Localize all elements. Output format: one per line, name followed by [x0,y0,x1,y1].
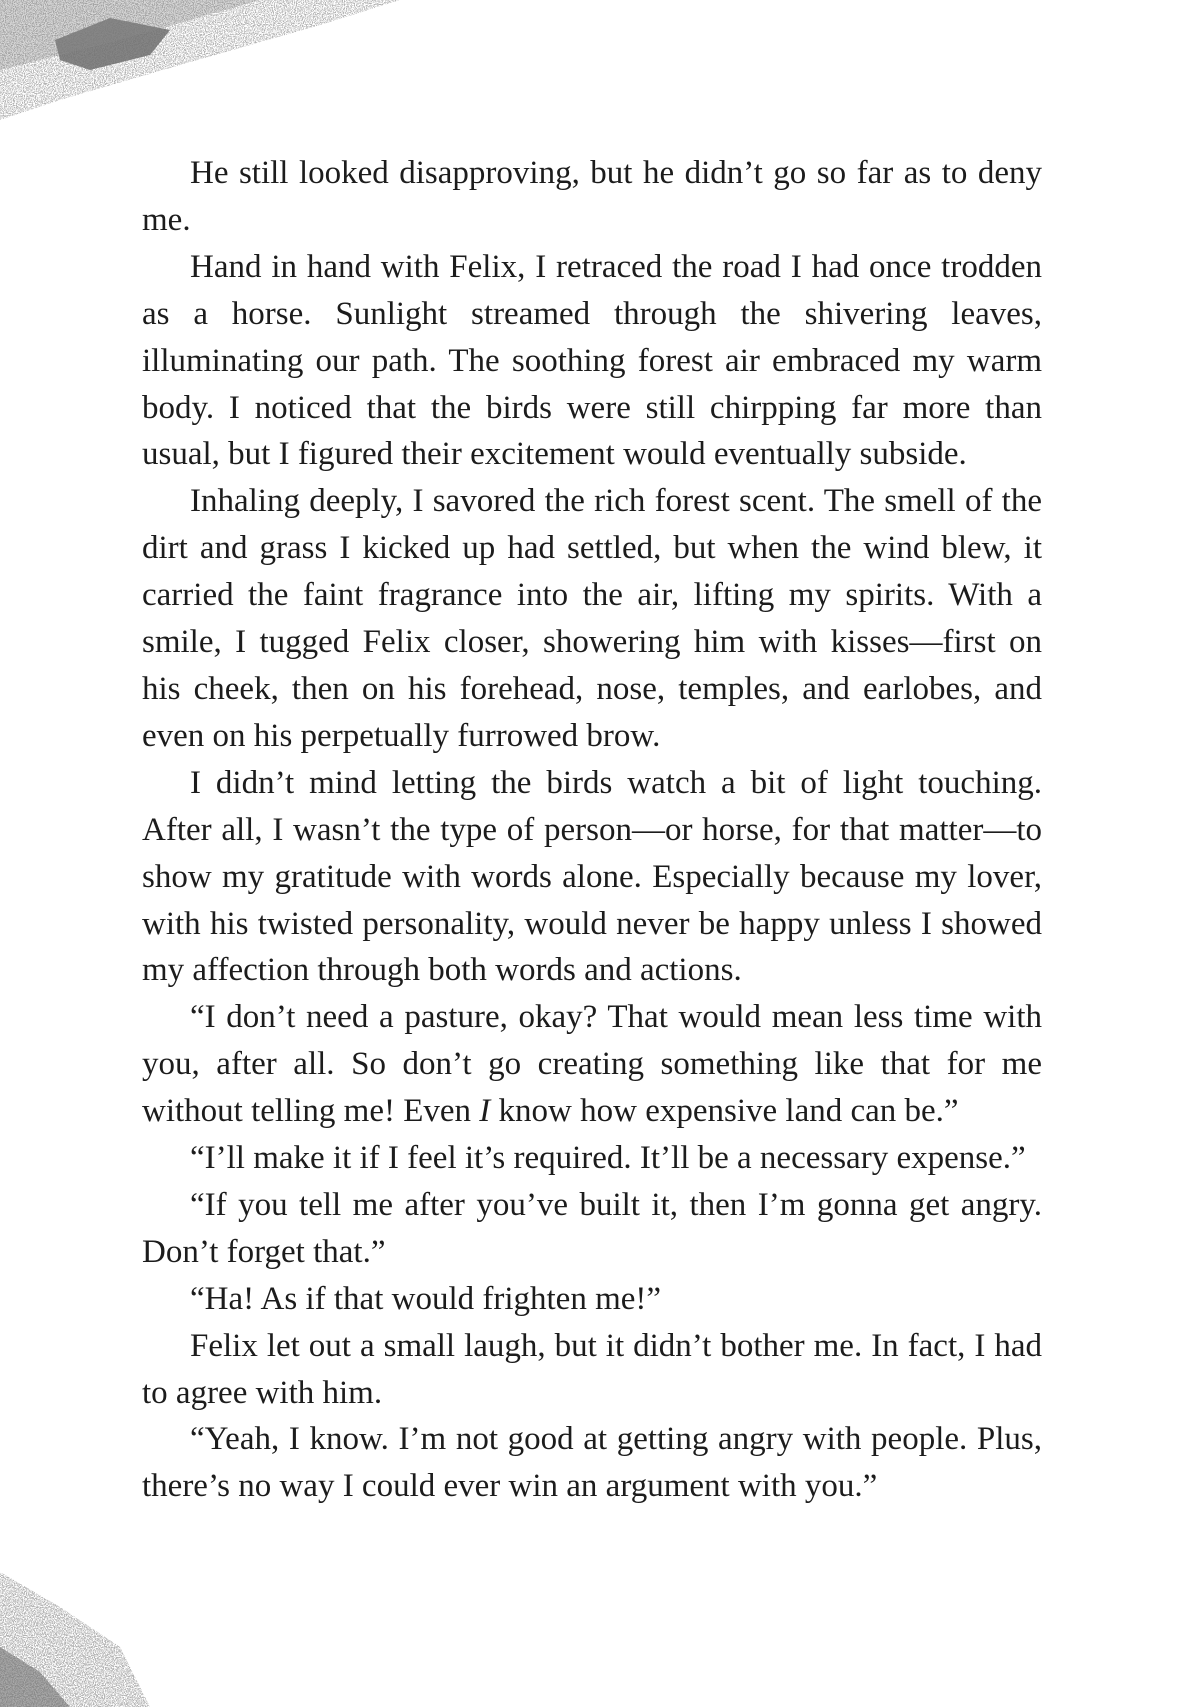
paragraph: Inhaling deeply, I savored the rich forest scent. The smell of the dirt and grass I kicked up had settled, but when the wind blew, it carried the faint fragrance into the air, lifting my spirits. With a smile, I tugged Felix closer, showering him with kisses—first on his cheek, then on his forehead, nose, temples, and earlobes, and even on his perpetually furrowed brow. [142,483,1042,754]
italic-emphasis: I [479,1093,491,1130]
paragraph-text: “I don’t need a pasture, okay? That would mean less time with you, after all. So don’t go creating something like that for me without telling me! Even [142,999,1042,1130]
paragraph: “Yeah, I know. I’m not good at getting angry with people. Plus, there’s no way I could ever win an argument with you.” [142,1421,1042,1505]
bottom-left-texture-decoration [0,1552,150,1707]
paragraph: Felix let out a small laugh, but it didn’t bother me. In fact, I had to agree with him. [142,1327,1042,1411]
top-left-texture-decoration [0,0,420,140]
paragraph: I didn’t mind letting the birds watch a bit of light touching. After all, I wasn’t the type of person—or horse, for that matter—to show my gratitude with words alone. Especially because my lover, with his twisted personality, would never be happy unless I showed my affection through both words and actions. [142,764,1042,989]
paragraph: Hand in hand with Felix, I retraced the road I had once trodden as a horse. Sunlight streamed through the shivering leaves, illuminating our path. The soothing forest air embraced my warm body. I noticed that the birds were still chirpping far more than usual, but I figured their excitement would eventually subside. [142,248,1042,473]
paragraph: “Ha! As if that would frighten me!” [190,1280,662,1317]
paragraph-text: know how expensive land can be.” [490,1093,959,1130]
body-text [142,150,1042,1510]
paragraph: “If you tell me after you’ve built it, then I’m gonna get angry. Don’t forget that.” [142,1186,1042,1270]
paragraph: “I’ll make it if I feel it’s required. It’ll be a necessary expense.” [190,1140,1026,1177]
paragraph [142,994,1042,1135]
paragraph: He still looked disapproving, but he didn’t go so far as to deny me. [142,155,1042,238]
